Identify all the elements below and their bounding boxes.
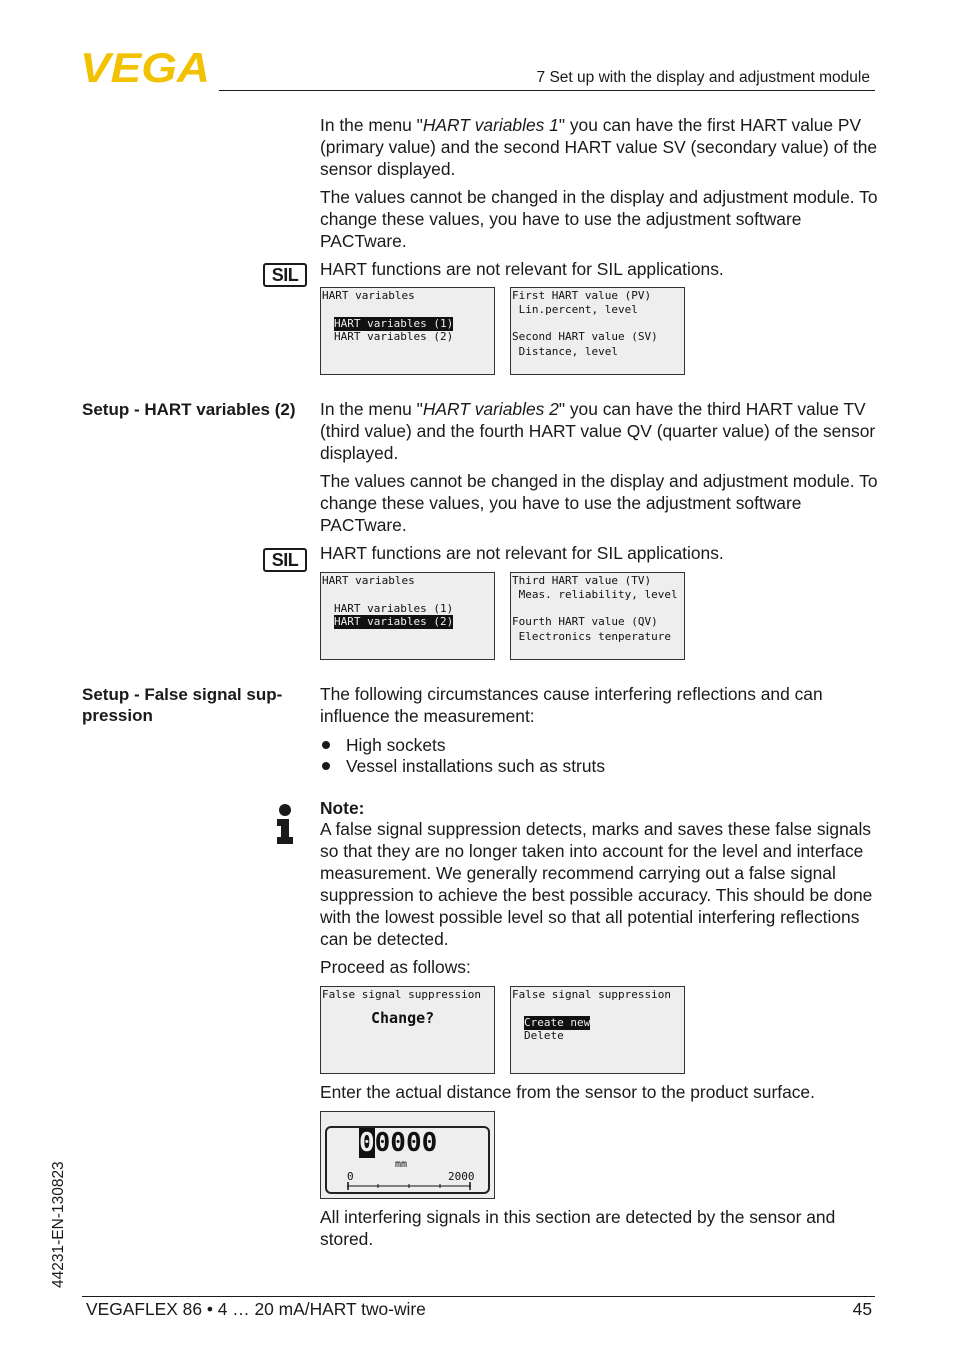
display-title: HART variables bbox=[322, 289, 415, 302]
enter-distance-text: Enter the actual distance from the sensor to the product surface. bbox=[320, 1082, 815, 1102]
sil-badge: SIL bbox=[263, 263, 307, 287]
display-false-signal-options bbox=[510, 986, 685, 1074]
display-title: False signal suppression bbox=[322, 988, 481, 1001]
hart-vars-1-paragraph: In the menu "HART variables 1" you can have the first HART value PV (primary value) and the second HART value SV (secondary value) of the sensor displayed. bbox=[320, 115, 878, 179]
bullet-icon bbox=[322, 762, 330, 770]
display-menu-item-selected: HART variables (1) bbox=[334, 317, 454, 330]
display-menu-item: Delete bbox=[524, 1029, 564, 1042]
sil-note: HART functions are not relevant for SIL applications. bbox=[320, 259, 724, 279]
footer-product: VEGAFLEX 86 • 4 … 20 mA/HART two-wire bbox=[86, 1299, 426, 1319]
final-paragraph: All interfering signals in this section are detected by the sensor and stored. bbox=[320, 1207, 836, 1249]
display-line: Meas. reliability, level bbox=[512, 588, 678, 601]
false-signal-intro: The following circumstances cause interfering reflections and can influence the measurement: bbox=[320, 684, 823, 726]
bullet-item: Vessel installations such as struts bbox=[346, 756, 606, 776]
svg-text:VEGA: VEGA bbox=[80, 50, 210, 84]
hart-vars-2-paragraph: In the menu "HART variables 2" you can have the third HART value TV (third value) and the fourth HART value QV (quarter value) of the sensor displayed. bbox=[320, 399, 876, 463]
display-line: Distance, level bbox=[512, 345, 618, 358]
display-menu-item-selected: Create new bbox=[524, 1016, 591, 1029]
values-unchangeable-paragraph: The values cannot be changed in the display and adjustment module. To change these values, you have to use the adjustment software PACTware. bbox=[320, 187, 878, 251]
document-number: 44231-EN-130823 bbox=[50, 1161, 67, 1288]
display-digit-cursor: 0 bbox=[359, 1128, 375, 1158]
display-line: First HART value (PV) bbox=[512, 289, 652, 302]
note-title: Note: bbox=[320, 798, 365, 818]
display-line: Second HART value (SV) bbox=[512, 330, 658, 343]
header-section-title: 7 Set up with the display and adjustment module bbox=[536, 69, 870, 86]
side-heading-line: Setup - False signal sup- bbox=[82, 685, 283, 704]
display-menu-item-selected: HART variables (2) bbox=[334, 615, 454, 628]
display-line: Fourth HART value (QV) bbox=[512, 615, 658, 628]
side-heading-hart-variables-2: Setup - HART variables (2) bbox=[82, 400, 296, 419]
display-line: Electronics tenperature bbox=[512, 630, 671, 643]
display-title: False signal suppression bbox=[512, 988, 671, 1001]
display-hart-values-1 bbox=[510, 287, 685, 375]
display-false-signal-change bbox=[320, 986, 495, 1074]
header-divider bbox=[219, 90, 875, 91]
display-title: HART variables bbox=[322, 574, 415, 587]
page-number: 45 bbox=[852, 1299, 872, 1319]
display-digits: 0000 bbox=[374, 1128, 438, 1158]
display-scale-max: 2000 bbox=[448, 1170, 475, 1183]
bullet-item: High sockets bbox=[346, 735, 446, 755]
values-unchangeable-paragraph-2: The values cannot be changed in the display and adjustment module. To change these values, you have to use the adjustment software PACTware. bbox=[320, 471, 878, 535]
display-distance-entry bbox=[320, 1111, 495, 1199]
display-line: Lin.percent, level bbox=[512, 303, 638, 316]
note-text: A false signal suppression detects, marks and saves these false signals so that they are no longer taken into account for the level and interface measurement. We generally recommend carrying out a false signal suppression to achieve the best possible accuracy. This should be done with the lowest possible level so that all potential interfering reflections can be detected. bbox=[320, 819, 873, 949]
display-hart-variables-menu bbox=[320, 287, 495, 375]
display-menu-item: HART variables (1) bbox=[334, 602, 454, 615]
display-prompt: Change? bbox=[371, 1009, 435, 1027]
display-unit: mm bbox=[395, 1159, 408, 1170]
display-scale-min: 0 bbox=[347, 1170, 354, 1183]
footer-divider bbox=[82, 1296, 875, 1297]
display-menu-item: HART variables (2) bbox=[334, 330, 454, 343]
display-line: Third HART value (TV) bbox=[512, 574, 652, 587]
side-heading-false-signal bbox=[82, 684, 307, 726]
sil-note: HART functions are not relevant for SIL applications. bbox=[320, 543, 724, 563]
display-scale-bar bbox=[347, 1182, 472, 1190]
bullet-icon bbox=[322, 741, 330, 749]
proceed-text: Proceed as follows: bbox=[320, 957, 471, 977]
display-hart-values-2 bbox=[510, 572, 685, 660]
info-icon bbox=[274, 803, 296, 845]
sil-badge: SIL bbox=[263, 548, 307, 572]
vega-logo bbox=[80, 50, 212, 84]
side-heading-line: pression bbox=[82, 706, 153, 725]
display-hart-variables-menu-2 bbox=[320, 572, 495, 660]
